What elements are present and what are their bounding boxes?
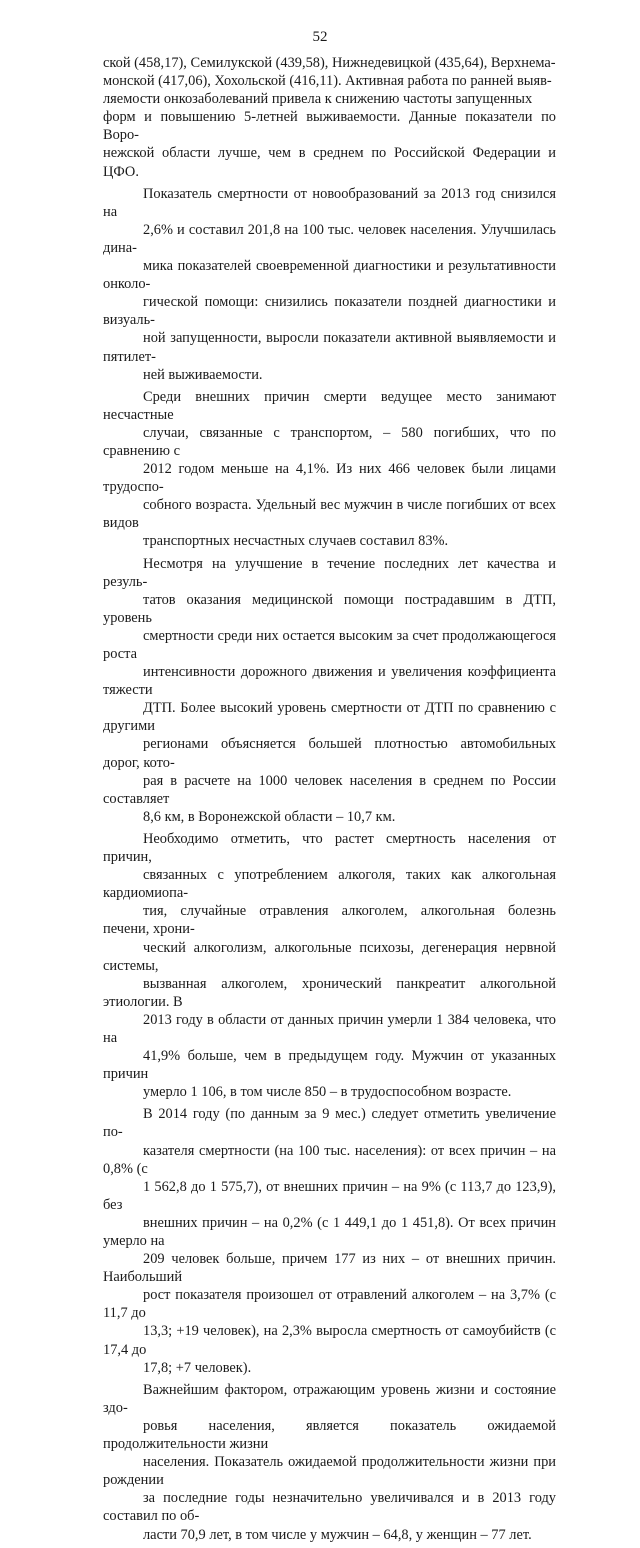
- paragraph: [103, 54, 556, 181]
- text-line: населения. Показатель ожидаемой продолжительности жизни при рождении: [103, 1454, 556, 1489]
- text-line: В 2014 году (по данным за 9 мес.) следует отметить увеличение по-: [103, 1106, 556, 1141]
- text-line: ней выживаемости.: [143, 366, 263, 383]
- text-line: 41,9% больше, чем в предыдущем году. Мужчин от указанных причин: [103, 1048, 556, 1083]
- text-line: ной запущенности, выросли показатели активной выявляемости и пятилет-: [103, 330, 556, 365]
- paragraph: [103, 1381, 556, 1544]
- text-line: нежской области лучше, чем в среднем по Российской Федерации и ЦФО.: [103, 145, 556, 180]
- text-line: монской (417,06), Хохольской (416,11). Активная работа по ранней выяв-: [103, 73, 552, 90]
- text-line: 17,8; +7 человек).: [143, 1359, 252, 1376]
- text-line: 2012 годом меньше на 4,1%. Из них 466 человек были лицами трудоспо-: [103, 461, 556, 496]
- text-line: мика показателей своевременной диагностики и результативности онколо-: [103, 258, 556, 293]
- text-line: внешних причин – на 0,2% (с 1 449,1 до 1 451,8). От всех причин умерло на: [103, 1214, 556, 1249]
- text-line: случаи, связанные с транспортом, – 580 погибших, что по сравнению с: [103, 424, 556, 459]
- paragraph: [103, 388, 556, 551]
- text-line: татов оказания медицинской помощи пострадавшим в ДТП, уровень: [103, 591, 556, 626]
- text-line: казателя смертности (на 100 тыс. населения): от всех причин – на 0,8% (с: [103, 1142, 556, 1177]
- text-line: 209 человек больше, причем 177 из них – от внешних причин. Наибольший: [103, 1251, 556, 1286]
- text-line: Несмотря на улучшение в течение последних лет качества и резуль-: [103, 555, 556, 590]
- text-line: собного возраста. Удельный вес мужчин в числе погибших от всех видов: [103, 497, 556, 532]
- text-line: ляемости онкозаболеваний привела к снижению частоты запущенных: [103, 91, 533, 108]
- text-line: 2,6% и составил 201,8 на 100 тыс. человек населения. Улучшилась дина-: [103, 221, 556, 256]
- paragraph: [103, 555, 556, 826]
- text-line: ровья населения, является показатель ожидаемой продолжительности жизни: [103, 1417, 556, 1453]
- text-line: ласти 70,9 лет, в том числе у мужчин – 64,8, у женщин – 77 лет.: [143, 1526, 532, 1543]
- text-line: 2013 году в области от данных причин умерли 1 384 человека, что на: [103, 1011, 556, 1046]
- text-line: умерло 1 106, в том числе 850 – в трудоспособном возрасте.: [143, 1084, 512, 1101]
- text-line: Среди внешних причин смерти ведущее место занимают несчастные: [103, 388, 556, 423]
- text-line: интенсивности дорожного движения и увеличения коэффициента тяжести: [103, 664, 556, 699]
- text-line: за последние годы незначительно увеличивался и в 2013 году составил по об-: [103, 1490, 556, 1525]
- text-line: форм и повышению 5-летней выживаемости. Данные показатели по Воро-: [103, 109, 556, 144]
- text-line: Необходимо отметить, что растет смертность населения от причин,: [103, 830, 556, 866]
- text-line: смертности среди них остается высоким за счет продолжающегося роста: [103, 627, 556, 662]
- text-line: Показатель смертности от новообразований за 2013 год снизился на: [103, 185, 556, 220]
- text-line: 8,6 км, в Воронежской области – 10,7 км.: [143, 808, 396, 825]
- paragraph: [103, 830, 556, 1101]
- text-line: гической помощи: снизились показатели поздней диагностики и визуаль-: [103, 294, 556, 329]
- text-line: 13,3; +19 человек), на 2,3% выросла смертность от самоубийств (с 17,4 до: [103, 1323, 556, 1358]
- text-line: рая в расчете на 1000 человек населения в среднем по России составляет: [103, 772, 556, 807]
- text-line: регионами объясняется большей плотностью автомобильных дорог, кото-: [103, 736, 556, 771]
- text-line: 1 562,8 до 1 575,7), от внешних причин – на 9% (с 113,7 до 123,9), без: [103, 1178, 556, 1213]
- document-body: [103, 54, 556, 1548]
- text-line: ческий алкоголизм, алкогольные психозы, дегенерация нервной системы,: [103, 939, 556, 974]
- paragraph: [103, 185, 556, 384]
- text-line: связанных с употреблением алкоголя, таких как алкогольная кардиомиопа-: [103, 867, 556, 902]
- text-line: транспортных несчастных случаев составил 83%.: [143, 533, 449, 550]
- text-line: ской (458,17), Семилукской (439,58), Нижнедевицкой (435,64), Верхнема-: [103, 55, 556, 71]
- text-line: тия, случайные отравления алкоголем, алкогольная болезнь печени, хрони-: [103, 903, 556, 938]
- text-line: рост показателя произошел от отравлений алкоголем – на 3,7% (с 11,7 до: [103, 1287, 556, 1322]
- page-number: 52: [312, 29, 328, 45]
- text-line: Важнейшим фактором, отражающим уровень жизни и состояние здо-: [103, 1381, 556, 1416]
- text-line: ДТП. Более высокий уровень смертности от ДТП по сравнению с другими: [103, 700, 556, 735]
- text-line: вызванная алкоголем, хронический панкреатит алкогольной этиологии. В: [103, 975, 556, 1010]
- paragraph: [103, 1105, 556, 1376]
